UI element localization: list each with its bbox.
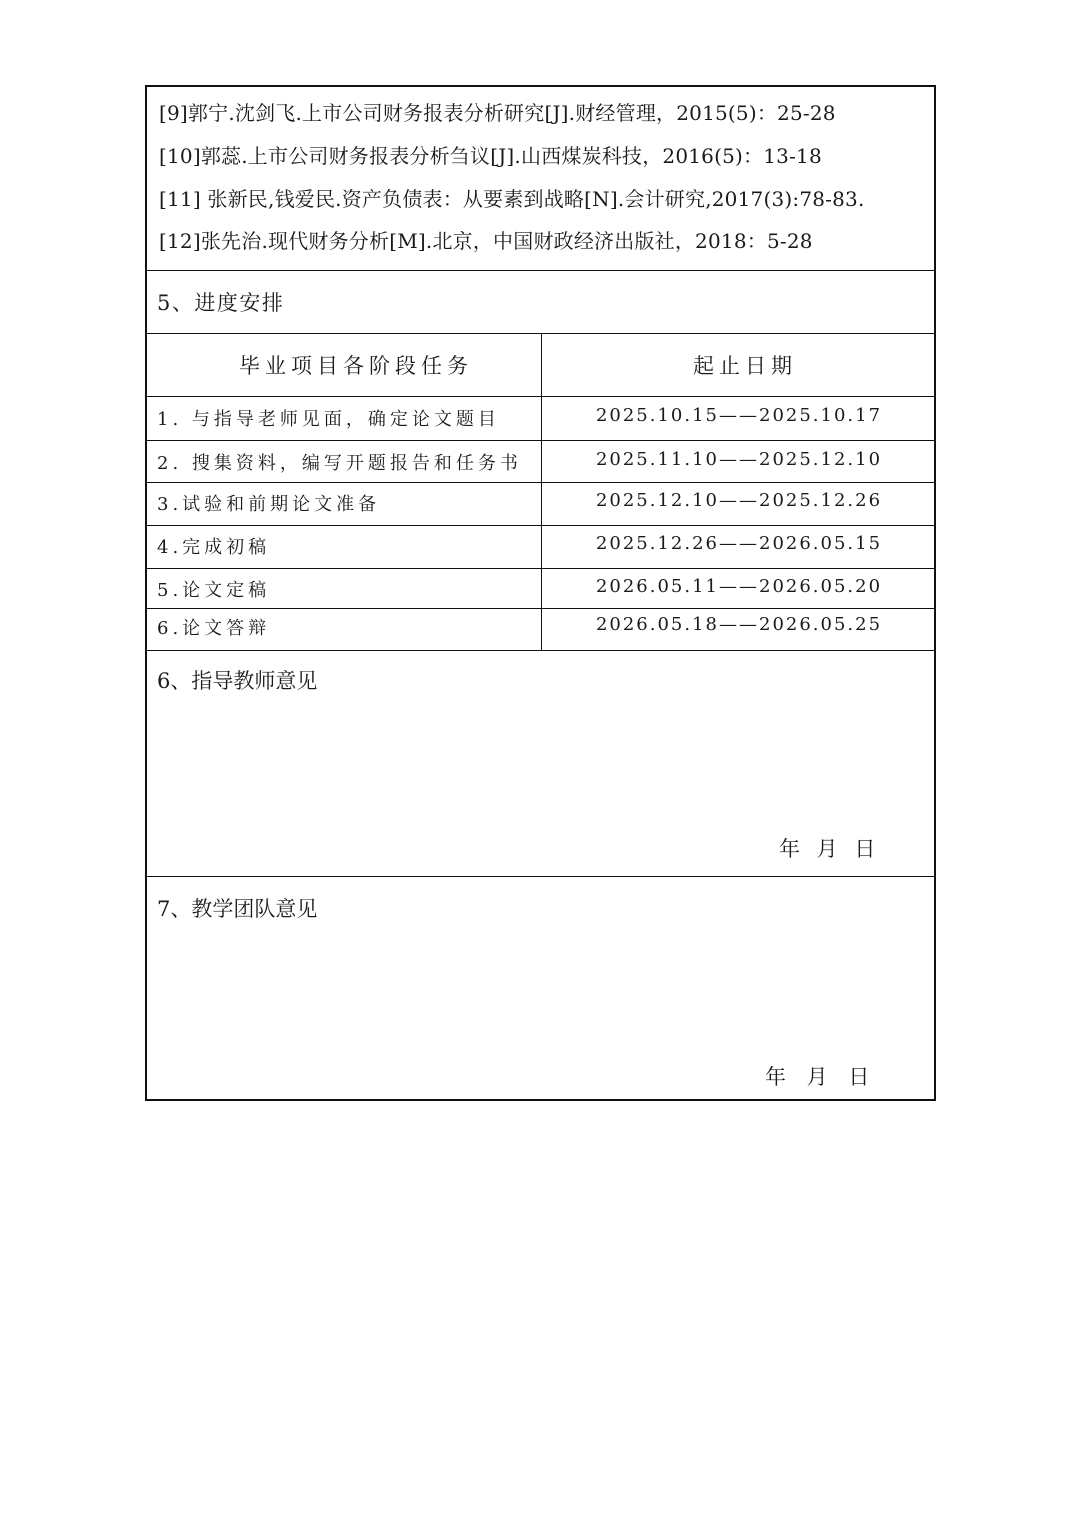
date-cell: 2025.12.10——2025.12.26 — [595, 490, 883, 511]
reference-item: [9]郭宁.沈剑飞.上市公司财务报表分析研究[J].财经管理，2015(5)：25-28 — [159, 101, 836, 125]
task-cell: 5.论文定稿 — [157, 580, 271, 601]
date-cell: 2025.10.15——2025.10.17 — [595, 405, 883, 426]
proposal-form — [145, 85, 936, 1101]
task-cell: 2. 搜集资料，编写开题报告和任务书 — [157, 453, 522, 474]
table-row — [147, 525, 934, 569]
schedule-table — [147, 333, 934, 650]
references-section — [147, 87, 934, 271]
schedule-section-title: 5、进度安排 — [157, 291, 285, 315]
team-opinion-section — [147, 877, 934, 1101]
table-row — [147, 482, 934, 526]
task-cell: 3.试验和前期论文准备 — [157, 494, 381, 515]
table-header-row — [147, 334, 934, 397]
team-date-line: 年 月 日 — [765, 1065, 870, 1089]
task-cell: 6.论文答辩 — [157, 618, 271, 639]
table-row — [147, 608, 934, 651]
team-opinion-title: 7、教学团队意见 — [157, 897, 318, 921]
advisor-date-line: 年 月 日 — [779, 837, 876, 861]
table-row — [147, 440, 934, 483]
date-cell: 2026.05.11——2026.05.20 — [595, 576, 883, 597]
task-cell: 1. 与指导老师见面，确定论文题目 — [157, 409, 500, 430]
advisor-opinion-title: 6、指导教师意见 — [157, 669, 318, 693]
date-cell: 2026.05.18——2026.05.25 — [595, 614, 883, 635]
reference-item: [11] 张新民,钱爱民.资产负债表：从要素到战略[N].会计研究,2017(3):78-83. — [159, 187, 865, 211]
column-header-date: 起止日期 — [693, 354, 797, 378]
advisor-opinion-section — [147, 649, 934, 877]
reference-item: [12]张先治.现代财务分析[M].北京，中国财政经济出版社，2018：5-28 — [159, 229, 813, 253]
task-cell: 4.完成初稿 — [157, 537, 271, 558]
table-row — [147, 396, 934, 441]
date-cell: 2025.11.10——2025.12.10 — [595, 449, 883, 470]
date-cell: 2025.12.26——2026.05.15 — [595, 533, 883, 554]
table-row — [147, 568, 934, 609]
reference-item: [10]郭蕊.上市公司财务报表分析刍议[J].山西煤炭科技，2016(5)：13-18 — [159, 144, 822, 168]
column-header-task: 毕业项目各阶段任务 — [239, 354, 473, 378]
